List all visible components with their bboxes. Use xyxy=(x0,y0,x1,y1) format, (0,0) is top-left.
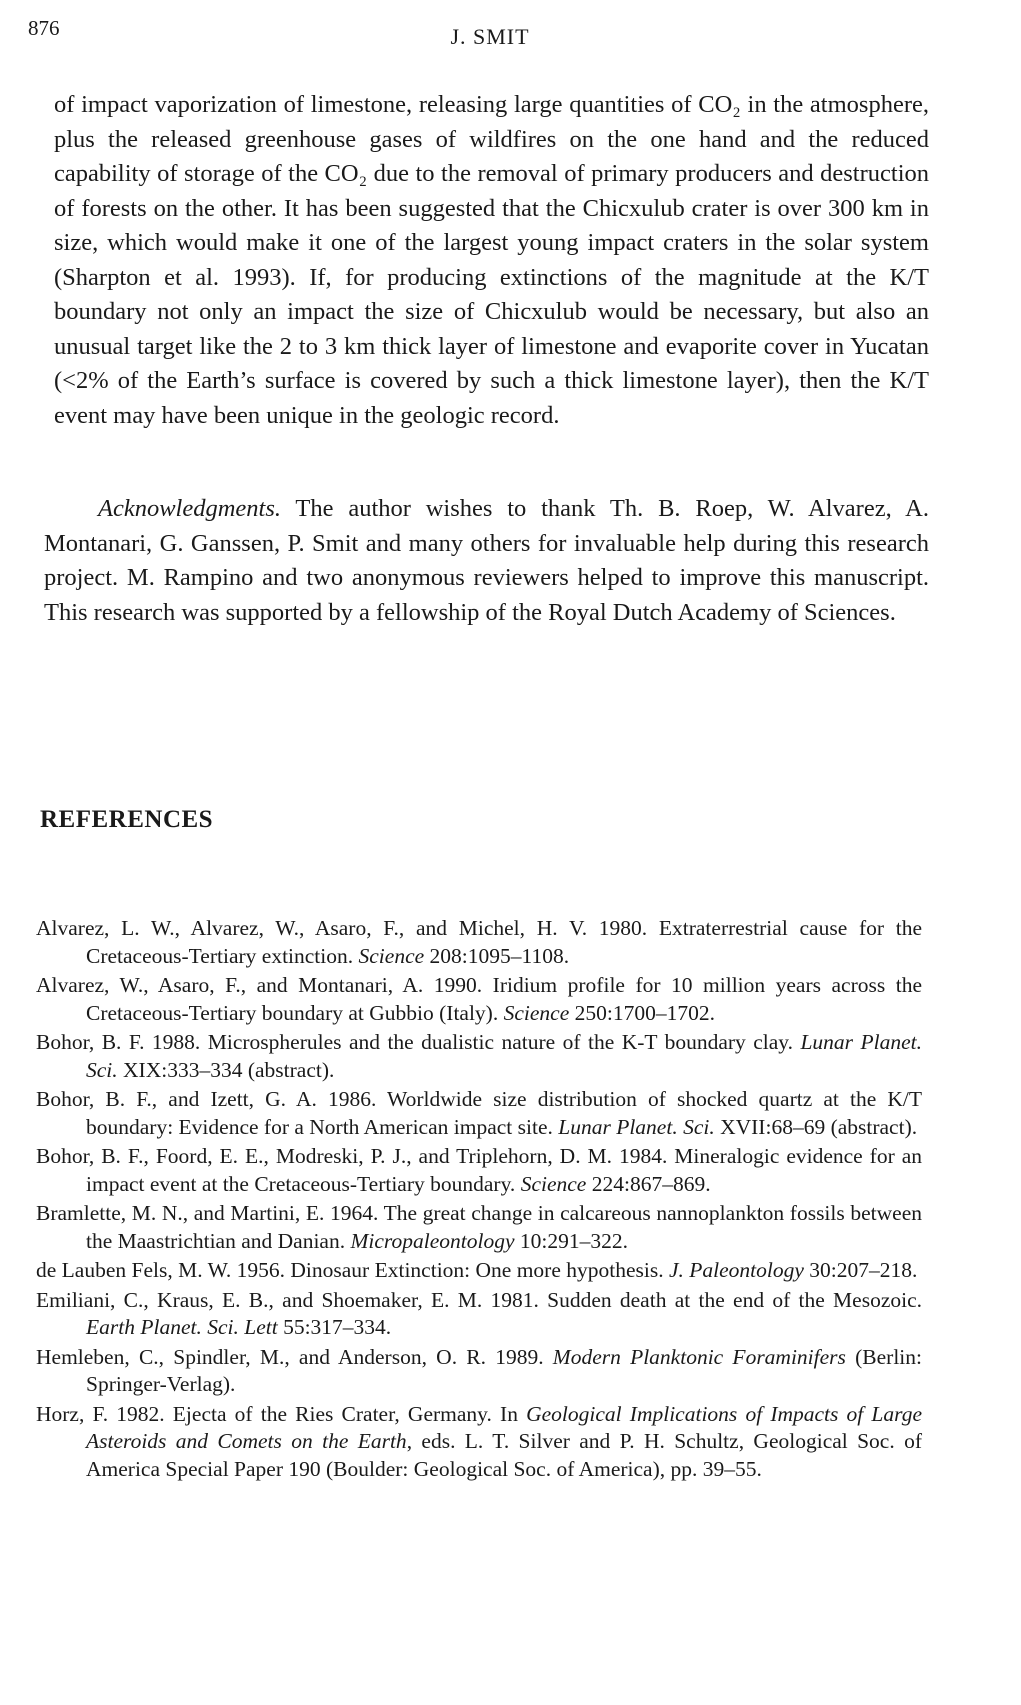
acknowledgments-label: Acknowledgments. xyxy=(98,495,282,522)
acknowledgments-paragraph xyxy=(44,492,929,630)
reference-item: Horz, F. 1982. Ejecta of the Ries Crater, Germany. In Geological Implications of Impacts of Large Asteroids and Comets on the Earth, eds. L. T. Silver and P. H. Schultz, Geological Soc. of America Special Paper 190 (Boulder: Geological Soc. of America), pp. 39–55. xyxy=(36,1401,922,1481)
reference-item: Bohor, B. F. 1988. Microspherules and the dualistic nature of the K-T boundary clay. Lunar Planet. Sci. XIX:333–334 (abstract). xyxy=(36,1030,922,1082)
running-head: J. SMIT xyxy=(450,24,530,49)
acknowledgments-text: The author wishes to thank Th. B. Roep, W. Alvarez, A. Montanari, G. Ganssen, P. Smit and many others for invaluable help during this research project. M. Rampino and two anonymous reviewers helped to improve this manuscript. This research was supported by a fellowship of the Royal Dutch Academy of Sciences. xyxy=(44,495,929,626)
page-number: 876 xyxy=(28,16,60,40)
reference-item: Hemleben, C., Spindler, M., and Anderson, O. R. 1989. Modern Planktonic Foraminifers (Berlin: Springer-Verlag). xyxy=(36,1344,922,1396)
references-heading: REFERENCES xyxy=(40,806,214,833)
reference-item: Bohor, B. F., Foord, E. E., Modreski, P. J., and Triplehorn, D. M. 1984. Mineralogic evidence for an impact event at the Cretaceous-Tertiary boundary. Science 224:867–869. xyxy=(36,1144,922,1196)
reference-item: Alvarez, L. W., Alvarez, W., Asaro, F., and Michel, H. V. 1980. Extraterrestrial cause for the Cretaceous-Tertiary extinction. Science 208:1095–1108. xyxy=(36,916,922,968)
reference-item: Emiliani, C., Kraus, E. B., and Shoemaker, E. M. 1981. Sudden death at the end of the Mesozoic. Earth Planet. Sci. Lett 55:317–334. xyxy=(36,1287,922,1339)
reference-item: Alvarez, W., Asaro, F., and Montanari, A. 1990. Iridium profile for 10 million years across the Cretaceous-Tertiary boundary at Gubbio (Italy). Science 250:1700–1702. xyxy=(36,973,922,1025)
body-paragraph: of impact vaporization of limestone, releasing large quantities of CO₂ in the atmosphere, plus the released greenhouse gases of wildfires on the one hand and the reduced capability of storage of the CO₂ due to the removal of primary producers and destruction of forests on the other. It has been suggested that the Chicxulub crater is over 300 km in size, which would make it one of the largest young impact craters in the solar system (Sharpton et al. 1993). If, for producing extinctions of the magnitude at the K/T boundary not only an impact the size of Chicxulub would be necessary, but also an unusual target like the 2 to 3 km thick layer of limestone and evaporite cover in Yucatan (<2% of the Earth’s surface is covered by such a thick limestone layer), then the K/T event may have been unique in the geologic record. xyxy=(54,91,929,429)
reference-item: Bramlette, M. N., and Martini, E. 1964. The great change in calcareous nannoplankton fossils between the Maastrichtian and Danian. Micropaleontology 10:291–322. xyxy=(36,1201,922,1253)
reference-list xyxy=(36,915,922,1485)
reference-item: de Lauben Fels, M. W. 1956. Dinosaur Extinction: One more hypothesis. J. Paleontology 30:207–218. xyxy=(36,1258,918,1282)
reference-item: Bohor, B. F., and Izett, G. A. 1986. Worldwide size distribution of shocked quartz at the K/T boundary: Evidence for a North American impact site. Lunar Planet. Sci. XVII:68–69 (abstract). xyxy=(36,1087,922,1139)
